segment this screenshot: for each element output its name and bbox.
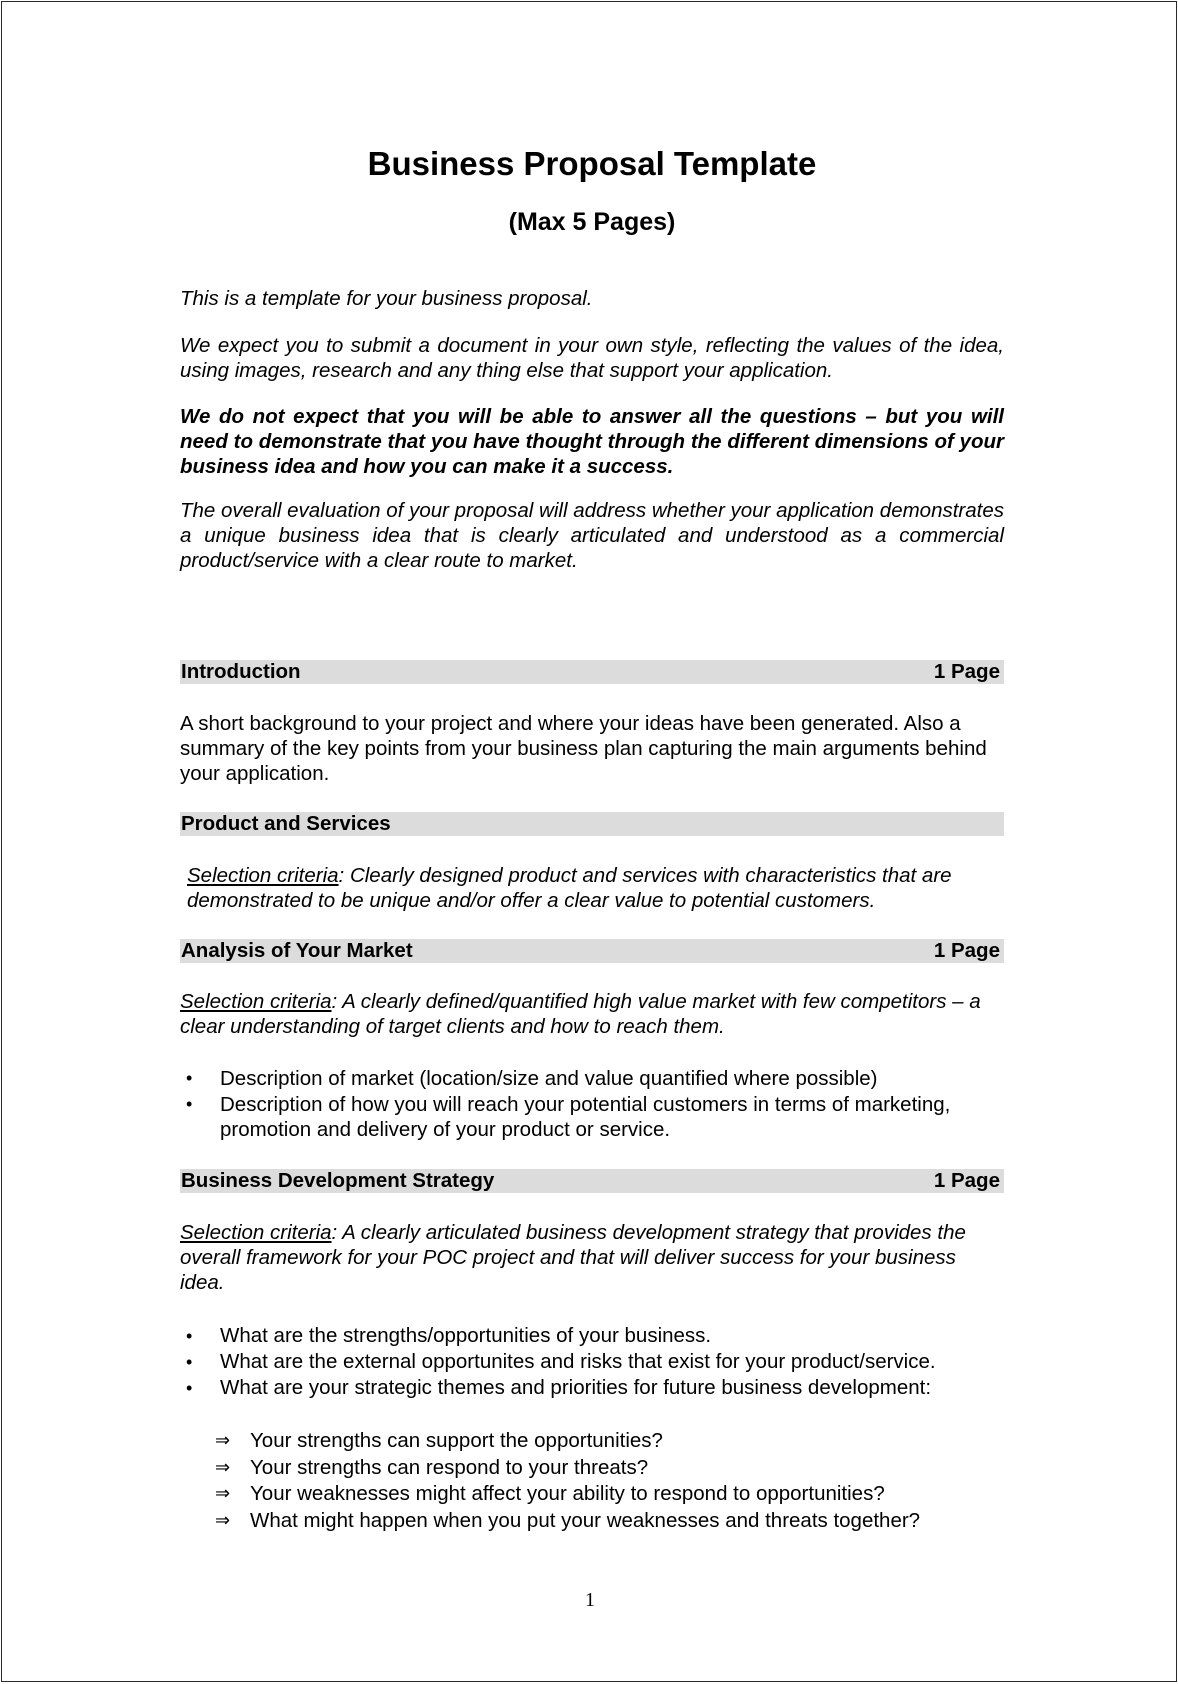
section-title: Product and Services: [181, 812, 391, 835]
section-header-product-and-services: [180, 812, 1004, 836]
intro-paragraph-3: We do not expect that you will be able to answer all the questions – but you will need to demonstrate that you have thought through the different dimensions of your business idea and how you can make it a success.: [180, 405, 1004, 478]
list-item: • What are your strategic themes and priorities for future business development:: [186, 1376, 932, 1399]
criteria-label: Selection criteria: [180, 1221, 332, 1244]
product-services-criteria: [187, 863, 1004, 913]
strategy-question-list: [215, 1428, 995, 1534]
intro-paragraph-4: The overall evaluation of your proposal will address whether your application demonstrates a unique business idea that is clearly articulated and understood as a commercial product/service with a clear route to market.: [180, 499, 1004, 572]
list-item: ⇒ Your strengths can support the opportunities?: [215, 1428, 995, 1455]
criteria-label: Selection criteria: [180, 990, 332, 1013]
list-item: • Description of market (location/size and value quantified where possible): [186, 1067, 878, 1090]
criteria-text: : Clearly designed product and services with characteristics that are demonstrated to be unique and/or offer a clear value to potential customers.: [187, 864, 952, 912]
section-header-business-development: [180, 1169, 1004, 1193]
intro-paragraph-1: This is a template for your business proposal.: [180, 287, 593, 310]
document-title: Business Proposal Template: [367, 145, 817, 182]
market-criteria: [180, 989, 1004, 1039]
business-development-bullet-list: [180, 1323, 1004, 1401]
list-item: • What are the external opportunites and risks that exist for your product/service.: [186, 1350, 936, 1373]
intro-paragraph-2: We expect you to submit a document in your own style, reflecting the values of the idea, using images, research and any thing else that support your application.: [180, 334, 1004, 382]
section-title: Business Development Strategy: [181, 1169, 495, 1192]
bullet-icon: •: [186, 1326, 193, 1346]
bullet-icon: •: [186, 1093, 193, 1114]
document-page: [1, 1, 1177, 1682]
page-number: 1: [585, 1589, 595, 1611]
criteria-text: : A clearly articulated business development strategy that provides the overall framework for your POC project and that will deliver success for your business idea.: [180, 1221, 966, 1294]
double-arrow-icon: ⇒: [215, 1509, 231, 1531]
document-subtitle: (Max 5 Pages): [508, 208, 676, 236]
section-title: Introduction: [181, 660, 301, 683]
double-arrow-icon: ⇒: [215, 1430, 231, 1451]
business-development-criteria: [180, 1220, 1004, 1295]
criteria-label: Selection criteria: [187, 864, 339, 887]
section-title: Analysis of Your Market: [181, 939, 413, 962]
list-item: ⇒ Your weaknesses might affect your ability to respond to opportunities?: [215, 1481, 995, 1508]
double-arrow-icon: ⇒: [215, 1456, 231, 1478]
market-bullet-list: [180, 1066, 1004, 1143]
introduction-body: A short background to your project and where your ideas have been generated. Also a summary of the key points from your business plan capturing the main arguments behind your application.: [180, 712, 987, 785]
criteria-text: : A clearly defined/quantified high value market with few competitors – a clear understanding of target clients and how to reach them.: [180, 990, 981, 1038]
section-header-analysis-of-market: [180, 939, 1004, 963]
section-page-count: 1 Page: [933, 660, 1000, 683]
list-item: • Description of how you will reach your potential customers in terms of marketing, promotion and delivery of your product or service.: [186, 1092, 951, 1141]
section-header-introduction: [180, 660, 1004, 684]
double-arrow-icon: ⇒: [215, 1483, 231, 1504]
list-item: ⇒ What might happen when you put your weaknesses and threats together?: [215, 1508, 995, 1535]
list-item: • What are the strengths/opportunities of your business.: [186, 1324, 712, 1347]
bullet-icon: •: [186, 1352, 193, 1372]
bullet-icon: •: [186, 1378, 193, 1398]
section-page-count: 1 Page: [933, 939, 1000, 962]
section-page-count: 1 Page: [933, 1169, 1000, 1192]
list-item: ⇒ Your strengths can respond to your threats?: [215, 1455, 995, 1482]
bullet-icon: •: [186, 1068, 193, 1088]
